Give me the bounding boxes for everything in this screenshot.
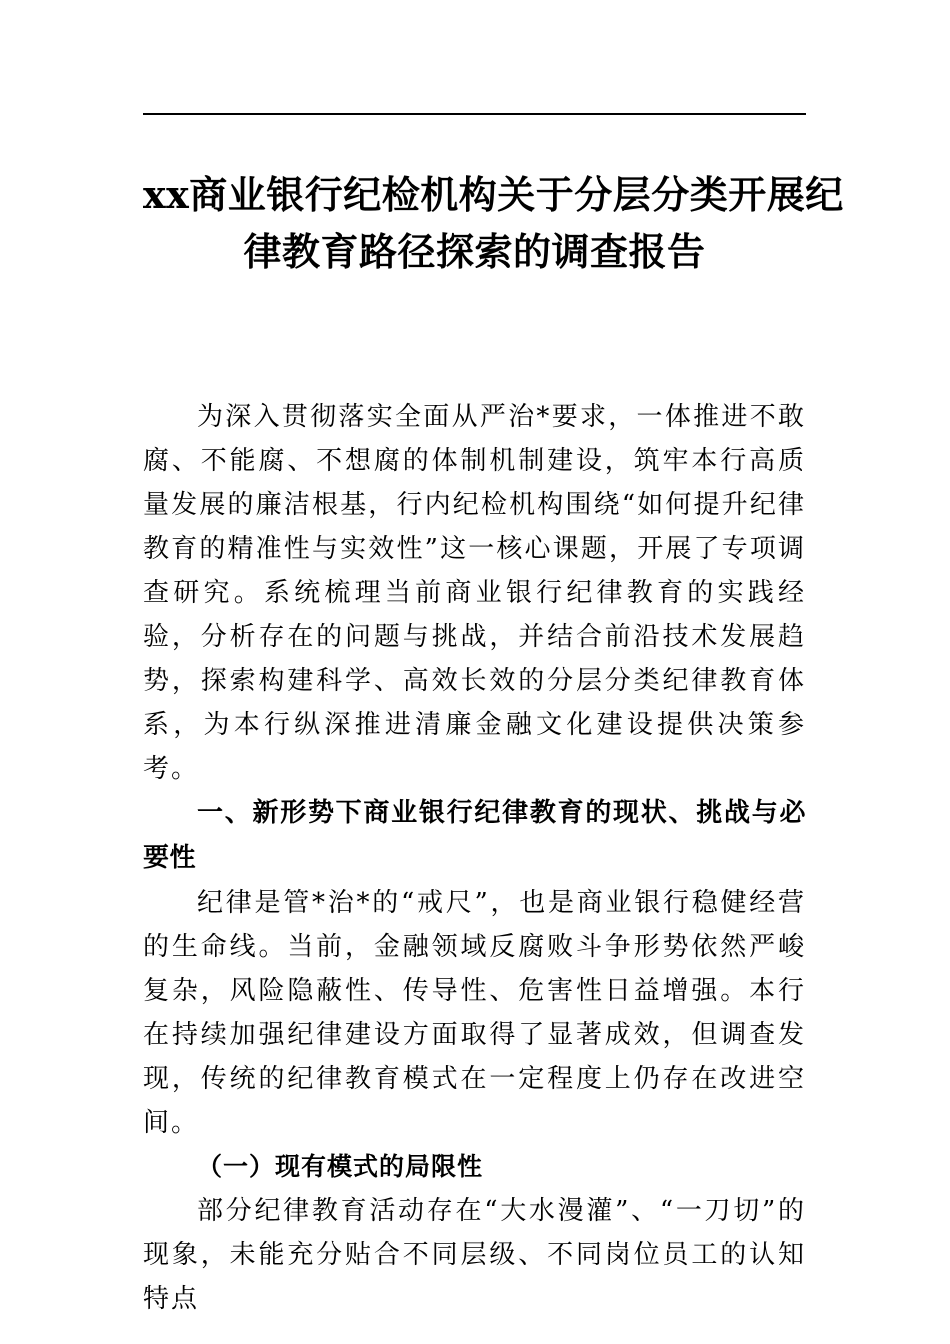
document-title xyxy=(143,166,844,280)
title-line-1: xx商业银行纪检机构关于分层分类开展纪 xyxy=(143,172,844,217)
section-heading: 一、新形势下商业银行纪律教育的现状、挑战与必要性 xyxy=(143,798,806,873)
document-body xyxy=(143,395,806,1321)
intro-paragraph: 为深入贯彻落实全面从严治*要求，一体推进不敢腐、不能腐、不想腐的体制机制建设，筑牢本行高质量发展的廉洁根基，行内纪检机构围绕“如何提升纪律教育的精准性与实效性”这一核心课题，开展了专项调查研究。系统梳理当前商业银行纪律教育的实践经验，分析存在的问题与挑战，并结合前沿技术发展趋势，探索构建科学、高效长效的分层分类纪律教育体系，为本行纵深推进清廉金融文化建设提供决策参考。 xyxy=(143,402,806,784)
subsection-heading: （一）现有模式的局限性 xyxy=(197,1152,484,1181)
body-paragraph: 纪律是管*治*的“戒尺”，也是商业银行稳健经营的生命线。当前，金融领域反腐败斗争形势依然严峻复杂，风险隐蔽性、传导性、危害性日益增强。本行在持续加强纪律建设方面取得了显著成效，但调查发现，传统的纪律教育模式在一定程度上仍存在改进空间。 xyxy=(143,888,806,1138)
title-line-2: 律教育路径探索的调查报告 xyxy=(243,229,706,274)
body-paragraph: 部分纪律教育活动存在“大水漫灌”、“一刀切”的现象，未能充分贴合不同层级、不同岗位员工的认知特点 xyxy=(143,1196,806,1314)
header-rule xyxy=(143,113,806,115)
